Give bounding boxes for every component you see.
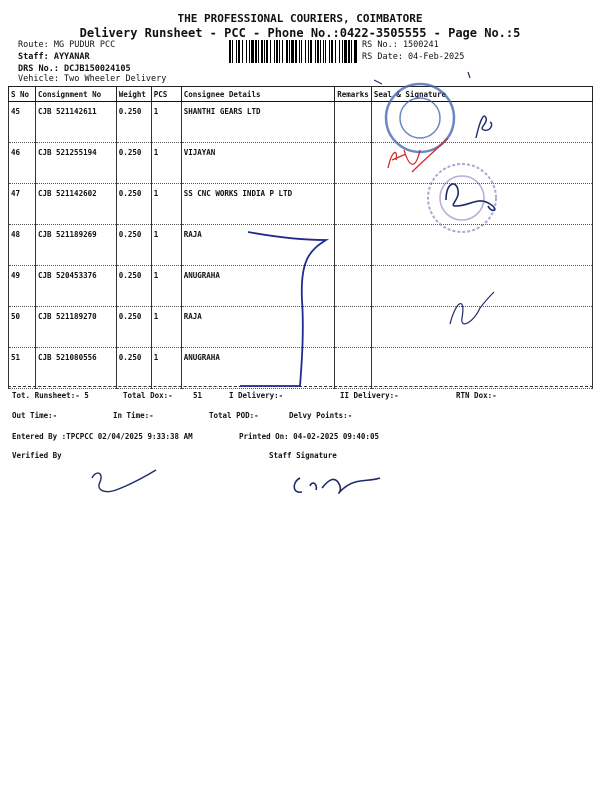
cell-sno: 49 [9, 266, 36, 307]
signature-row47 [446, 184, 495, 210]
blue-bracket-line [240, 232, 326, 386]
header-remarks: Remarks [335, 87, 372, 102]
delvy-points: Delvy Points:- [289, 411, 353, 420]
cell-consignee: ANUGRAHA [181, 266, 334, 307]
rs-date: RS Date: 04-Feb-2025 [362, 52, 465, 62]
cell-consignment: CJB 521142602 [35, 184, 116, 225]
cell-consignee: SS CNC WORKS INDIA P LTD [181, 184, 334, 225]
cell-consignment: CJB 521189270 [35, 307, 116, 348]
header-pcs: PCS [151, 87, 181, 102]
header-tick-mark [374, 80, 382, 84]
cell-pcs: 1 [151, 184, 181, 225]
cell-pcs: 1 [151, 266, 181, 307]
cell-consignment: CJB 520453376 [35, 266, 116, 307]
rtn-dox: RTN Dox:- [456, 391, 497, 400]
cell-pcs: 1 [151, 307, 181, 348]
staff-label: Staff: AYYANAR [18, 52, 90, 62]
verified-by: Verified By [12, 451, 62, 460]
cell-pcs: 1 [151, 348, 181, 389]
cell-consignee: SHANTHI GEARS LTD [181, 102, 334, 143]
total-pod: Total POD:- [209, 411, 259, 420]
cell-consignment: CJB 521142611 [35, 102, 116, 143]
cell-weight: 0.250 [116, 307, 151, 348]
out-time: Out Time:- [12, 411, 58, 420]
drs-number: DRS No.: DCJB150024105 [18, 64, 131, 74]
cell-sno: 45 [9, 102, 36, 143]
purple-stamp [428, 164, 496, 232]
header-consignment: Consignment No [35, 87, 116, 102]
total-dox-value: 51 [193, 391, 203, 400]
cell-weight: 0.250 [116, 102, 151, 143]
cell-sno: 46 [9, 143, 36, 184]
vehicle-label: Vehicle: Two Wheeler Delivery [18, 74, 167, 84]
cell-consignment: CJB 521080556 [35, 348, 116, 389]
cell-weight: 0.250 [116, 266, 151, 307]
staff-signature-label: Staff Signature [269, 451, 337, 460]
verified-signature [92, 470, 156, 492]
cell-pcs: 1 [151, 143, 181, 184]
cell-consignee: ANUGRAHA [181, 348, 334, 389]
cell-sno: 47 [9, 184, 36, 225]
cell-pcs: 1 [151, 102, 181, 143]
signature-row50 [450, 292, 494, 324]
cell-consignee: VIJAYAN [181, 143, 334, 184]
cell-consignment: CJB 521255194 [35, 143, 116, 184]
cell-consignee: RAJA [181, 307, 334, 348]
cell-sno: 50 [9, 307, 36, 348]
cell-weight: 0.250 [116, 143, 151, 184]
cell-consignment: CJB 521189269 [35, 225, 116, 266]
rs-number: RS No.: 1500241 [362, 40, 439, 50]
cell-sno: 51 [9, 348, 36, 389]
total-dox-label: Total Dox:- [123, 391, 173, 400]
header-consignee: Consignee Details [181, 87, 334, 102]
runsheet-subtitle: Delivery Runsheet - PCC - Phone No.:0422-3505555 - Page No.:5 [79, 26, 521, 40]
tot-runsheet: Tot. Runsheet:- 5 [12, 391, 89, 400]
header-quote-mark [468, 72, 470, 78]
cell-consignee: RAJA [181, 225, 334, 266]
cell-sno: 48 [9, 225, 36, 266]
cell-pcs: 1 [151, 225, 181, 266]
in-time: In Time:- [113, 411, 154, 420]
company-title: THE PROFESSIONAL COURIERS, COIMBATORE [177, 12, 423, 25]
signature-row45 [476, 116, 492, 138]
entered-by: Entered By :TPCPCC 02/04/2025 9:33:38 AM [12, 432, 193, 441]
header-seal-signature: Seal & Signature [371, 87, 592, 102]
ii-delivery: II Delivery:- [340, 391, 399, 400]
cell-weight: 0.250 [116, 348, 151, 389]
header-sno: S No [9, 87, 36, 102]
i-delivery: I Delivery:- [229, 391, 284, 400]
header-weight: Weight [116, 87, 151, 102]
printed-on: Printed On: 04-02-2025 09:40:05 [239, 432, 379, 441]
cell-weight: 0.250 [116, 184, 151, 225]
cell-weight: 0.250 [116, 225, 151, 266]
staff-signature [294, 478, 380, 493]
route-label: Route: MG PUDUR PCC [18, 40, 116, 50]
